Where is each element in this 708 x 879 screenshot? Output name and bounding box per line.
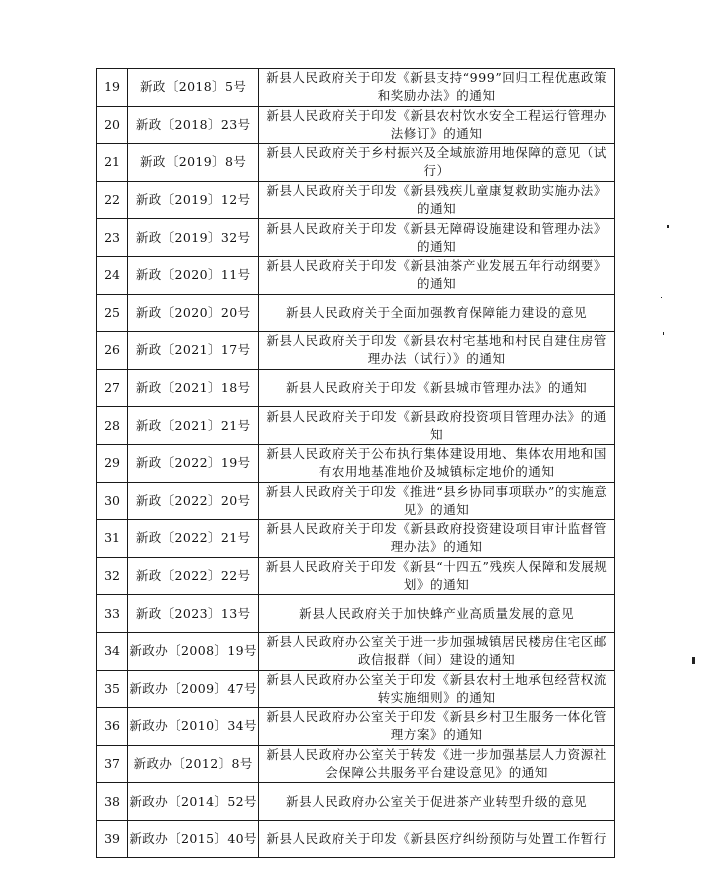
table-row [97,219,615,257]
document-title: 新县人民政府关于全面加强教育保障能力建设的意见 [259,294,615,332]
document-title: 新县人民政府办公室关于印发《新县农村土地承包经营权流转实施细则》的通知 [259,670,615,708]
document-number: 新政〔2021〕18号 [128,369,259,407]
document-title: 新县人民政府关于印发《新县支持“999”回归工程优惠政策和奖励办法》的通知 [259,69,615,107]
row-number: 22 [97,181,128,219]
document-number: 新政〔2022〕20号 [128,482,259,520]
table-row [97,783,615,821]
table-row [97,482,615,520]
document-title: 新县人民政府关于乡村振兴及全域旅游用地保障的意见（试行） [259,144,615,182]
document-number: 新政〔2022〕22号 [128,557,259,595]
row-number: 34 [97,632,128,670]
document-number: 新政办〔2015〕40号 [128,820,259,858]
document-title: 新县人民政府关于印发《新县农村宅基地和村民自建住房管理办法（试行）》的通知 [259,332,615,370]
document-number: 新政〔2018〕23号 [128,106,259,144]
row-number: 27 [97,369,128,407]
document-number: 新政办〔2012〕8号 [128,745,259,783]
document-title: 新县人民政府关于印发《新县城市管理办法》的通知 [259,369,615,407]
row-number: 25 [97,294,128,332]
document-list-table [96,68,615,858]
row-number: 35 [97,670,128,708]
table-row [97,332,615,370]
row-number: 21 [97,144,128,182]
row-number: 31 [97,520,128,558]
document-title: 新县人民政府关于加快蜂产业高质量发展的意见 [259,595,615,633]
document-title: 新县人民政府办公室关于进一步加强城镇居民楼房住宅区邮政信报群（间）建设的通知 [259,632,615,670]
document-number: 新政〔2020〕20号 [128,294,259,332]
table-row [97,369,615,407]
table-row [97,256,615,294]
row-number: 39 [97,820,128,858]
table-row [97,69,615,107]
document-title: 新县人民政府关于印发《新县农村饮水安全工程运行管理办法修订》的通知 [259,106,615,144]
row-number: 20 [97,106,128,144]
document-number: 新政〔2023〕13号 [128,595,259,633]
document-number: 新政办〔2008〕19号 [128,632,259,670]
document-number: 新政〔2018〕5号 [128,69,259,107]
document-title: 新县人民政府办公室关于促进茶产业转型升级的意见 [259,783,615,821]
table-row [97,595,615,633]
table-row [97,294,615,332]
document-title: 新县人民政府关于印发《新县“十四五”残疾人保障和发展规划》的通知 [259,557,615,595]
document-number: 新政〔2020〕11号 [128,256,259,294]
document-number: 新政办〔2014〕52号 [128,783,259,821]
table-row [97,106,615,144]
document-title: 新县人民政府关于印发《新县政府投资项目管理办法》的通知 [259,407,615,445]
document-title: 新县人民政府办公室关于转发《进一步加强基层人力资源社会保障公共服务平台建设意见》的通知 [259,745,615,783]
row-number: 33 [97,595,128,633]
row-number: 36 [97,708,128,746]
document-number: 新政办〔2010〕34号 [128,708,259,746]
margin-mark [667,225,669,228]
document-title: 新县人民政府关于印发《新县政府投资建设项目审计监督管理办法》的通知 [259,520,615,558]
row-number: 29 [97,444,128,482]
table-row [97,557,615,595]
table-row [97,708,615,746]
document-number: 新政〔2019〕8号 [128,144,259,182]
table-row [97,444,615,482]
document-number: 新政〔2019〕32号 [128,219,259,257]
table-row [97,407,615,445]
document-title: 新县人民政府关于印发《新县医疗纠纷预防与处置工作暂行 [259,820,615,858]
row-number: 24 [97,256,128,294]
margin-mark [661,297,662,298]
margin-mark [663,332,664,335]
table-row [97,520,615,558]
document-number: 新政〔2021〕21号 [128,407,259,445]
table-row [97,820,615,858]
table-body [97,69,615,858]
document-title: 新县人民政府关于印发《新县无障碍设施建设和管理办法》的通知 [259,219,615,257]
table-row [97,144,615,182]
margin-mark [692,657,695,664]
table-row [97,181,615,219]
document-title: 新县人民政府关于印发《新县油茶产业发展五年行动纲要》的通知 [259,256,615,294]
table-row [97,670,615,708]
document-number: 新政〔2022〕19号 [128,444,259,482]
document-title: 新县人民政府关于印发《推进“县乡协同事项联办”的实施意见》的通知 [259,482,615,520]
row-number: 37 [97,745,128,783]
document-title: 新县人民政府关于公布执行集体建设用地、集体农用地和国有农用地基准地价及城镇标定地价的通知 [259,444,615,482]
table-row [97,632,615,670]
row-number: 32 [97,557,128,595]
row-number: 30 [97,482,128,520]
document-number: 新政〔2019〕12号 [128,181,259,219]
row-number: 28 [97,407,128,445]
document-title: 新县人民政府办公室关于印发《新县乡村卫生服务一体化管理方案》的通知 [259,708,615,746]
document-title: 新县人民政府关于印发《新县残疾儿童康复救助实施办法》的通知 [259,181,615,219]
row-number: 26 [97,332,128,370]
document-number: 新政〔2022〕21号 [128,520,259,558]
row-number: 19 [97,69,128,107]
table-row [97,745,615,783]
row-number: 23 [97,219,128,257]
document-number: 新政〔2021〕17号 [128,332,259,370]
row-number: 38 [97,783,128,821]
document-number: 新政办〔2009〕47号 [128,670,259,708]
